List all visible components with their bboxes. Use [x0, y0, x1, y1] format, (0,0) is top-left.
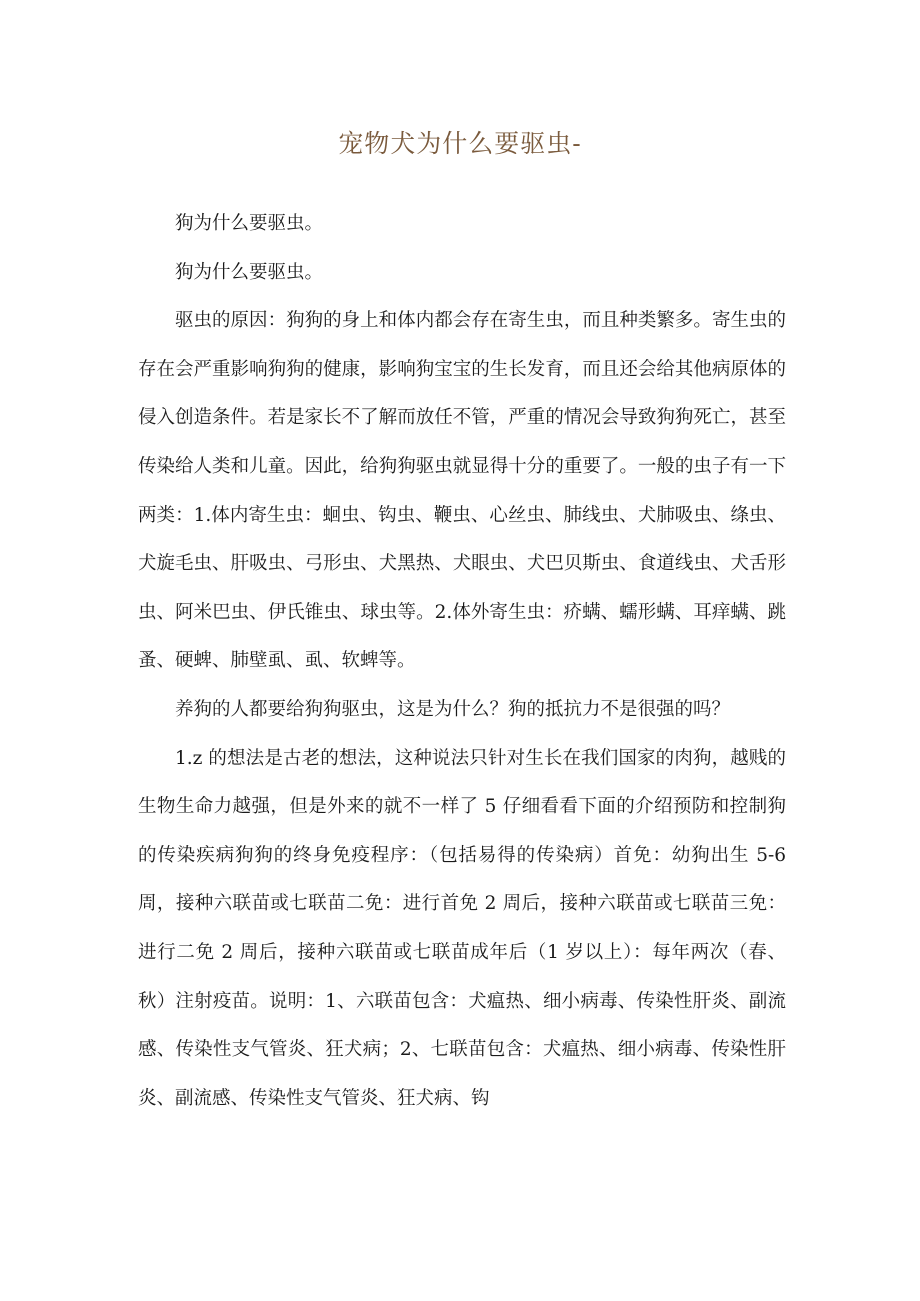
document-title: 宠物犬为什么要驱虫-	[338, 129, 582, 158]
paragraph: 狗为什么要驱虫。	[175, 213, 324, 234]
document-body	[138, 200, 786, 1123]
paragraph: 1.z 的想法是古老的想法，这种说法只针对生长在我们国家的肉狗，越贱的生物生命力越强，但是外来的就不一样了 5 仔细看看下面的介绍预防和控制狗的传染疾病狗狗的终身免疫程序：（包括易得的传染病）首免：幼狗出生 5-6 周，接种六联苗或七联苗二免：进行首免 2 周后，接种六联苗或七联苗三免：进行二免 2 周后，接种六联苗或七联苗成年后（1 岁以上）：每年两次（春、秋）注射疫苗。说明：1、六联苗包含：犬瘟热、细小病毒、传染性肝炎、副流感、传染性支气管炎、狂犬病；2、七联苗包含：犬瘟热、细小病毒、传染性肝炎、副流感、传染性支气管炎、狂犬病、钩	[138, 747, 786, 1109]
paragraph: 狗为什么要驱虫。	[175, 261, 324, 283]
paragraph: 养狗的人都要给狗狗驱虫，这是为什么？狗的抵抗力不是很强的吗？	[175, 698, 731, 720]
paragraph: 驱虫的原因：狗狗的身上和体内都会存在寄生虫，而且种类繁多。寄生虫的存在会严重影响狗狗的健康，影响狗宝宝的生长发育，而且还会给其他病原体的侵入创造条件。若是家长不了解而放任不管，严重的情况会导致狗狗死亡，甚至传染给人类和儿童。因此，给狗狗驱虫就显得十分的重要了。一般的虫子有一下两类：1.体内寄生虫：蛔虫、钩虫、鞭虫、心丝虫、肺线虫、犬肺吸虫、绦虫、犬旋毛虫、肝吸虫、弓形虫、犬黑热、犬眼虫、犬巴贝斯虫、食道线虫、犬舌形虫、阿米巴虫、伊氏锥虫、球虫等。2.体外寄生虫：疥螨、蠕形螨、耳痒螨、跳蚤、硬蜱、肺壁虱、虱、软蜱等。	[138, 310, 786, 672]
